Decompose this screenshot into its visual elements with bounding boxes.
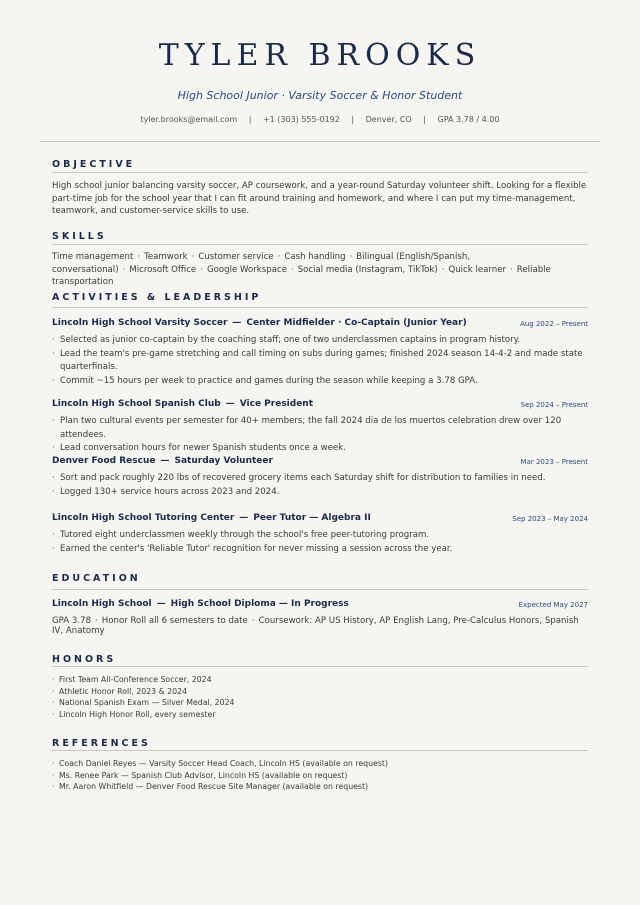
education-divider [52, 589, 588, 590]
skill-item: Bilingual (English/Spanish, conversational) [52, 252, 471, 275]
education-dash: — [156, 599, 166, 609]
activity-bullet: · Plan two cultural events per semester for 40+ members; the fall 2024 dia de los muertos celebration drew over 120 attendees. [52, 415, 588, 442]
education-program: High School Diploma — In Progress [170, 599, 349, 609]
activity-dash: — [232, 318, 242, 328]
activity-bullet: · Commit ~15 hours per week to practice and games during the season while keeping a 3.78 GPA. [52, 375, 588, 389]
references-heading: REFERENCES [52, 738, 151, 749]
skill-item: Google Workspace [206, 264, 287, 275]
contact-separator: | [351, 115, 355, 124]
detail-separator: · [95, 616, 98, 626]
skill-item: Microsoft Office [129, 264, 197, 275]
activity-role: Vice President [239, 399, 314, 409]
activity-bullets [52, 472, 588, 499]
skill-item: Cash handling [284, 252, 346, 262]
skill-separator: · [349, 252, 353, 262]
references-divider [52, 750, 588, 751]
honor-item: · Lincoln High Honor Roll, every semester [52, 709, 588, 721]
activity-date: Sep 2023 – May 2024 [512, 515, 588, 523]
candidate-tagline: High School Junior · Varsity Soccer & Honor Student [177, 89, 463, 102]
activity-dash: — [239, 513, 249, 523]
honor-item: · Athletic Honor Roll, 2023 & 2024 [52, 686, 588, 698]
skill-separator: · [137, 252, 141, 262]
activity-dash: — [225, 399, 235, 409]
activity-bullet: · Sort and pack roughly 220 lbs of recovered grocery items each Saturday shift for distribution to families in need. [52, 472, 588, 486]
activity-org: Denver Food Rescue [52, 456, 156, 466]
email-text: tyler.brooks@email.com [140, 115, 238, 124]
skill-separator: · [441, 264, 445, 275]
references-list [52, 758, 588, 793]
activity-role: Saturday Volunteer [174, 456, 273, 466]
skill-separator: · [510, 264, 513, 275]
contact-line [0, 115, 640, 124]
skill-item: Quick learner [448, 264, 507, 275]
education-date: Expected May 2027 [518, 601, 588, 609]
skills-heading: SKILLS [52, 231, 107, 242]
skill-separator: · [122, 264, 126, 275]
activity-heading [52, 399, 588, 409]
activity-heading [52, 513, 588, 523]
skill-item: Customer service [198, 252, 274, 262]
honors-divider [52, 666, 588, 667]
education-honor-roll: Honor Roll all 6 semesters to date [101, 616, 248, 626]
honors-list [52, 674, 588, 721]
phone-text: +1 (303) 555-0192 [262, 115, 340, 124]
activity-role: Peer Tutor — Algebra II [253, 513, 371, 523]
education-heading-line [52, 599, 588, 609]
skills-list [52, 251, 588, 289]
reference-item: · Mr. Aaron Whitfield — Denver Food Rescue Site Manager (available on request) [52, 781, 588, 793]
activity-org: Lincoln High School Varsity Soccer [52, 318, 228, 328]
contact-separator: | [248, 115, 252, 124]
skill-item: Time management [52, 252, 134, 262]
education-school: Lincoln High School [52, 599, 152, 609]
activity-bullet: · Tutored eight underclassmen weekly through the school's free peer-tutoring program. [52, 529, 588, 543]
education-details [52, 616, 588, 636]
activity-date: Sep 2024 – Present [520, 401, 588, 409]
contact-separator: | [423, 115, 426, 124]
honors-heading: HONORS [52, 654, 117, 665]
activity-bullets [52, 334, 588, 388]
header-divider [40, 141, 600, 142]
education-heading: EDUCATION [52, 573, 141, 584]
activity-bullet: · Earned the center's 'Reliable Tutor' recognition for never missing a session across the year. [52, 543, 588, 557]
objective-text: High school junior balancing varsity soccer, AP coursework, and a year-round Saturday volunteer shift. Looking for a flexible part-time job for the school year that I can fit around training and homework, and where I can put my time-management, teamwork, and customer-service skills to use. [52, 181, 587, 216]
activity-heading [52, 318, 588, 328]
activity-org: Lincoln High School Tutoring Center [52, 513, 235, 523]
activity-bullet: · Lead the team's pre-game stretching and call timing on subs during games; finished 2024 season 14-4-2 and made state quarterfinals. [52, 348, 588, 375]
activity-bullet: · Lead conversation hours for newer Spanish students once a week. [52, 442, 588, 456]
detail-separator: · [251, 616, 255, 626]
activity-bullet: · Logged 130+ service hours across 2023 and 2024. [52, 486, 588, 500]
education-gpa: GPA 3.78 [52, 616, 92, 626]
objective-divider [52, 172, 588, 173]
skills-divider [52, 244, 588, 245]
skill-item: Social media (Instagram, TikTok) [297, 264, 438, 275]
objective-heading: OBJECTIVE [52, 159, 136, 170]
gpa-text: GPA 3.78 / 4.00 [437, 115, 500, 124]
activities-divider [52, 307, 588, 308]
education-coursework: Coursework: AP US History, AP English Lang, Pre-Calculus Honors, Spanish IV, Anatomy [52, 616, 579, 636]
skill-separator: · [277, 252, 281, 262]
activity-role: Center Midfielder · Co-Captain (Junior Year) [246, 318, 467, 328]
candidate-name: TYLER BROOKS [158, 38, 482, 73]
activity-bullet: · Selected as junior co-captain by the coaching staff; one of two underclassmen captains in program history. [52, 334, 588, 348]
skill-item: Reliable transportation [52, 264, 551, 287]
reference-item: · Ms. Renee Park — Spanish Club Advisor, Lincoln HS (available on request) [52, 770, 588, 782]
activity-heading [52, 456, 588, 466]
activity-bullets [52, 529, 588, 556]
skill-separator: · [290, 264, 294, 275]
reference-item: · Coach Daniel Reyes — Varsity Soccer Head Coach, Lincoln HS (available on request) [52, 758, 588, 770]
skill-separator: · [191, 252, 195, 262]
skill-item: Teamwork [144, 252, 188, 262]
activity-org: Lincoln High School Spanish Club [52, 399, 221, 409]
activity-date: Aug 2022 – Present [520, 320, 588, 328]
skill-separator: · [200, 264, 203, 275]
activity-dash: — [160, 456, 170, 466]
honor-item: · National Spanish Exam — Silver Medal, 2024 [52, 697, 588, 709]
activity-date: Mar 2023 – Present [520, 458, 588, 466]
location-text: Denver, CO [365, 115, 412, 124]
honor-item: · First Team All-Conference Soccer, 2024 [52, 674, 588, 686]
activity-bullets [52, 415, 588, 456]
activities-heading: ACTIVITIES & LEADERSHIP [52, 292, 262, 303]
